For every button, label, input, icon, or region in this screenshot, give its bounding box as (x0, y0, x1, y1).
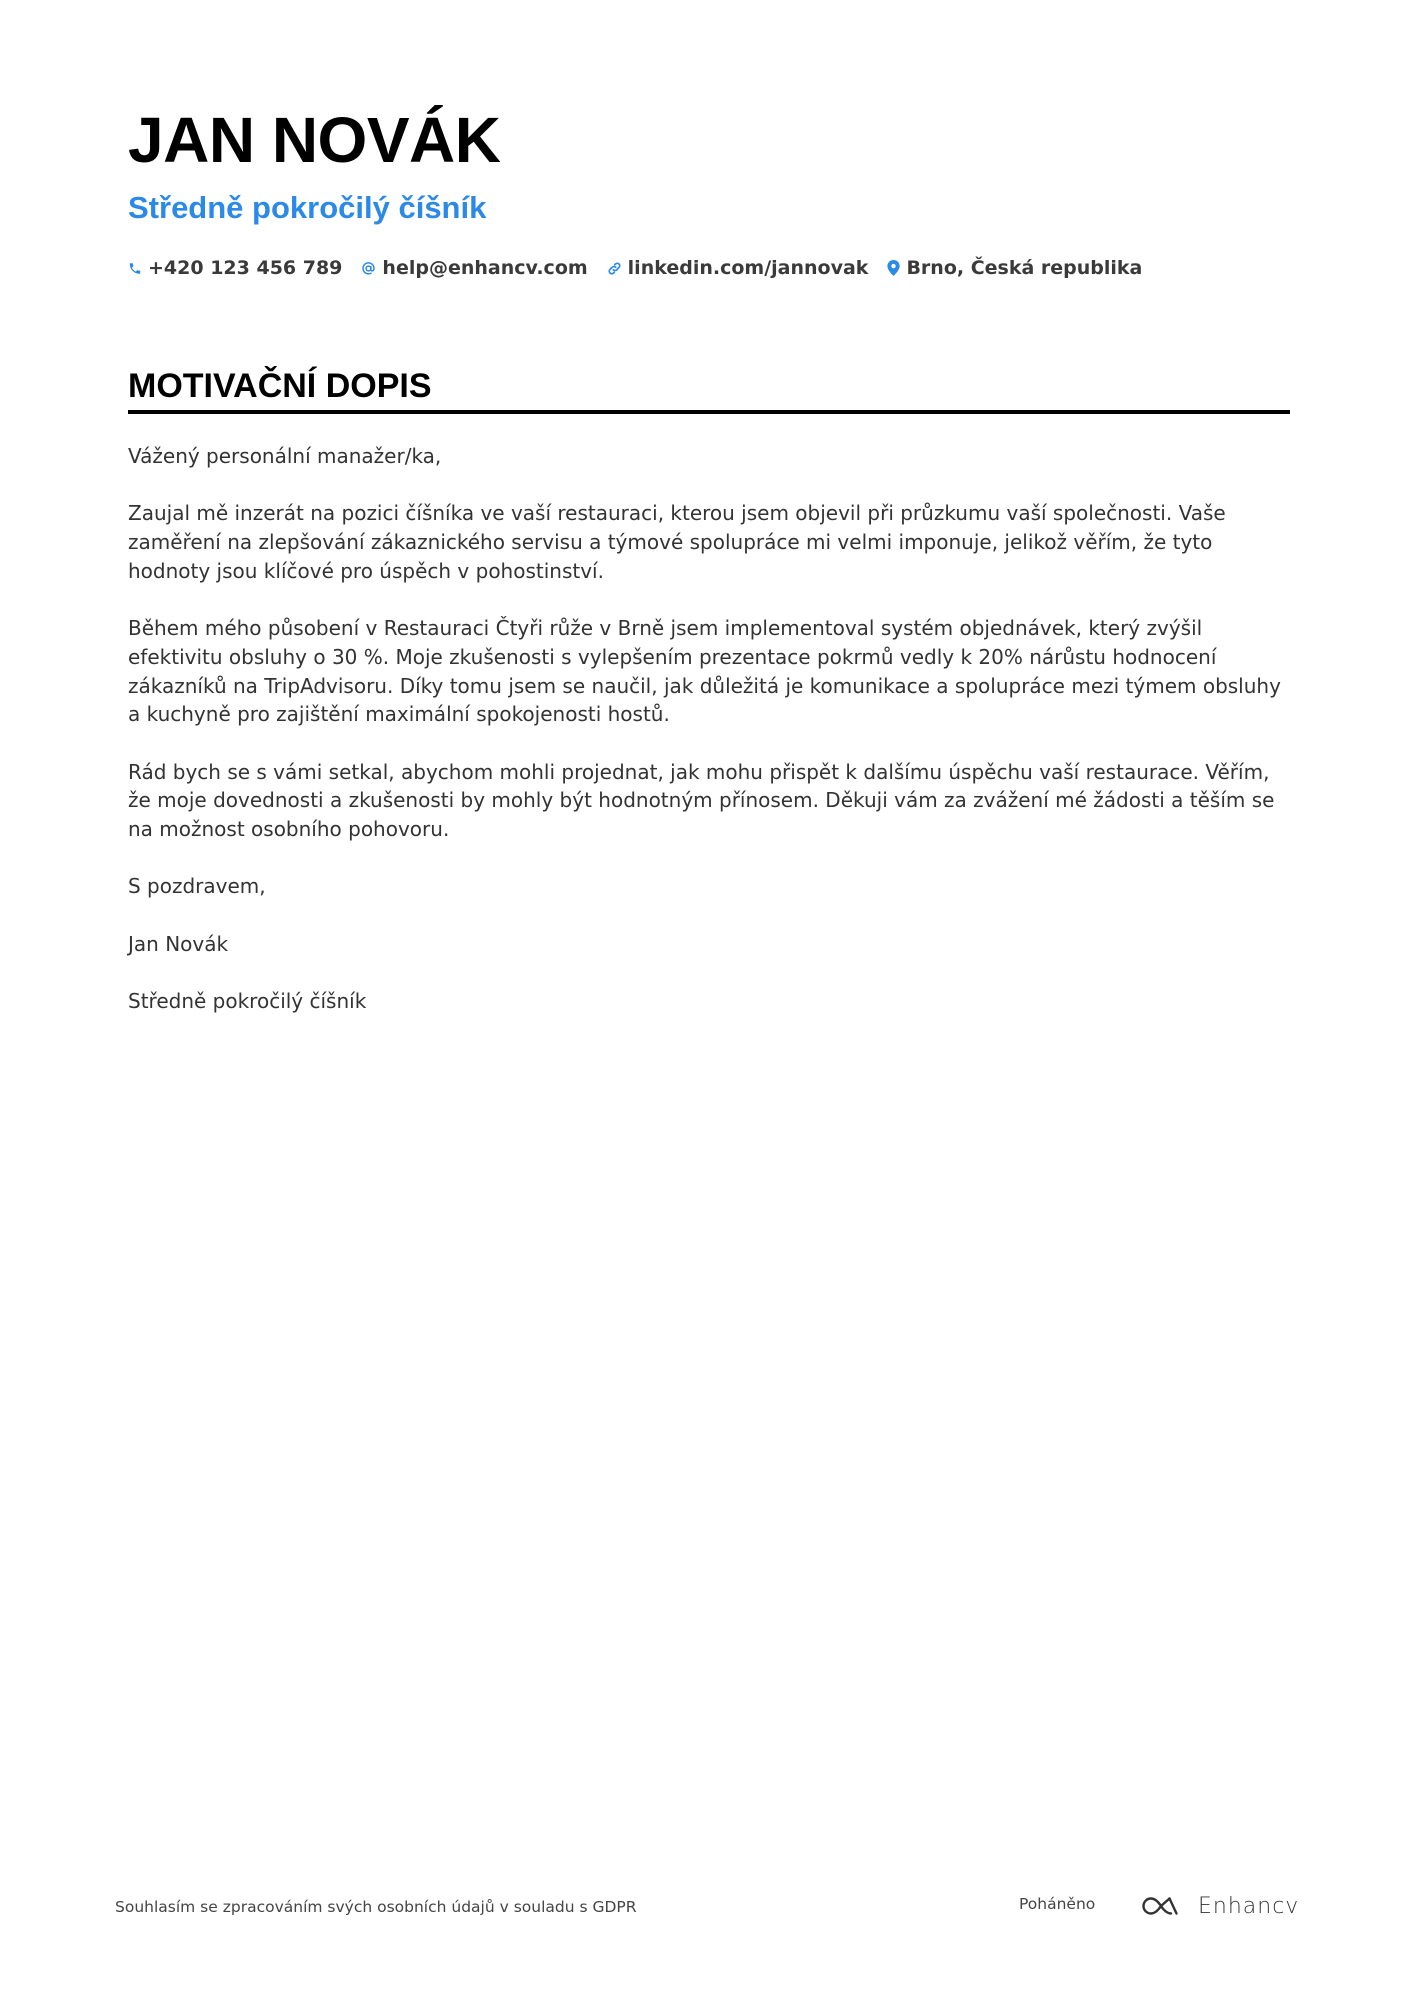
contact-email[interactable] (361, 257, 587, 279)
linkedin-text: linkedin.com/jannovak (627, 257, 869, 279)
enhancv-logo[interactable] (1138, 1892, 1299, 1920)
contact-location (887, 257, 1142, 279)
email-text: help@enhancv.com (382, 257, 588, 279)
signature-name: Jan Novák (128, 931, 229, 956)
signature-title: Středně pokročilý číšník (128, 989, 367, 1014)
paragraph-3: Rád bych se s vámi setkal, abychom mohli projednat, jak mohu přispět k dalšímu úspěchu vaší restaurace. Věřím, že moje dovednosti a zkušenosti by mohly být hodnotným přínosem. Děkuji vám za zvážení mé žádosti a těším se na možnost osobního pohovoru. (128, 759, 1275, 842)
greeting: Vážený personální manažer/ka, (128, 444, 442, 468)
enhancv-logo-icon (1138, 1894, 1184, 1918)
powered-by-label: Poháněno (1019, 1895, 1096, 1913)
location-text: Brno, Česká republika (906, 257, 1143, 279)
location-pin-icon (887, 260, 900, 276)
candidate-title: Středně pokročilý číšník (128, 190, 487, 225)
paragraph-2: Během mého působení v Restauraci Čtyři růže v Brně jsem implementoval systém objednávek, který zvýšil efektivitu obsluhy o 30 %. Moje zkušenosti s vylepšením prezentace pokrmů vedly k 20% nárůstu hodnocení zákazníků na TripAdvisoru. Díky tomu jsem se naučil, jak důležitá je komunikace a spolupráce mezi týmem obsluhy a kuchyně pro zajištění maximální spokojenosti hostů. (128, 616, 1281, 727)
phone-text: +420 123 456 789 (148, 257, 343, 279)
at-icon (361, 261, 376, 276)
paragraph-1: Zaujal mě inzerát na pozici číšníka ve vaší restauraci, kterou jsem objevil při průzkumu vaší společnosti. Vaše zaměření na zlepšování zákaznického servisu a týmové spolupráce mi velmi imponuje, jelikož věřím, že tyto hodnoty jsou klíčové pro úspěch v pohostinství. (128, 501, 1226, 583)
candidate-name: JAN NOVÁK (128, 104, 501, 176)
section-divider (128, 410, 1290, 414)
link-icon (607, 261, 622, 276)
contact-linkedin[interactable] (607, 257, 869, 279)
gdpr-consent: Souhlasím se zpracováním svých osobních údajů v souladu s GDPR (115, 1898, 637, 1916)
brand-name: Enhancv (1198, 1893, 1300, 1919)
section-title: MOTIVAČNÍ DOPIS (128, 367, 432, 405)
contact-bar (128, 255, 1161, 281)
contact-phone[interactable] (128, 257, 342, 279)
letter-body (128, 442, 1290, 1045)
phone-icon (128, 261, 142, 276)
closing: S pozdravem, (128, 874, 266, 899)
